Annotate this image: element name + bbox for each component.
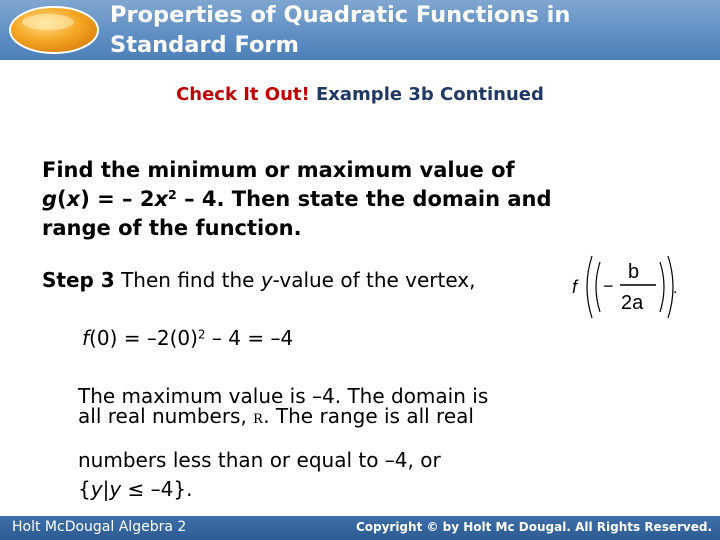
formula-right-paren-inner <box>660 262 664 312</box>
function-name: g <box>42 187 58 211</box>
function-var: x <box>66 187 81 211</box>
result-paragraph-1 <box>78 386 488 429</box>
example-label: Example 3b Continued <box>316 84 544 105</box>
calc-exponent: 2 <box>197 327 206 342</box>
result-line-3: numbers less than or equal to –4, or <box>78 448 441 472</box>
formula-period: . <box>673 280 678 297</box>
calc-text-b: – 4 = –4 <box>205 326 294 350</box>
check-it-out-label: Check It Out! <box>176 84 310 105</box>
problem-end: – 4. Then state the domain and <box>176 187 552 211</box>
title-line-2: Standard Form <box>110 32 299 58</box>
problem-statement <box>42 156 692 243</box>
result-line-1: The maximum value is –4. The domain is <box>78 384 489 408</box>
formula-left-paren-inner <box>596 262 600 312</box>
orange-oval-logo-icon <box>6 4 102 56</box>
calculation <box>82 326 293 350</box>
footer-book-title: Holt McDougal Algebra 2 <box>12 519 187 535</box>
footer-bar <box>0 516 720 540</box>
real-numbers-symbol: R <box>253 411 264 427</box>
vertex-formula <box>570 252 680 322</box>
problem-exponent: 2 <box>168 187 177 203</box>
result-paragraph-2 <box>78 446 441 504</box>
step-var: y <box>260 268 273 292</box>
title-line-1: Properties of Quadratic Functions in <box>110 2 571 28</box>
problem-x: x <box>154 187 168 211</box>
formula-numerator: b <box>628 261 640 283</box>
footer-copyright: Copyright © by Holt Mc Dougal. All Rights Reserved. <box>355 520 712 534</box>
header-bar <box>0 0 720 60</box>
formula-denominator: 2a <box>621 292 644 314</box>
result-line-2b: . The range is all real <box>263 404 474 428</box>
set-var-1: y <box>90 477 103 501</box>
set-var-2: y <box>109 477 122 501</box>
page-title <box>110 0 710 60</box>
result-line-4 <box>78 475 441 504</box>
calc-fn: f <box>82 326 90 350</box>
formula-left-paren-outer <box>587 256 592 318</box>
step-label: Step 3 <box>42 268 115 292</box>
step-text-a: Then find the <box>114 268 261 292</box>
result-line-2 <box>78 406 488 429</box>
formula-minus: − <box>603 276 614 296</box>
problem-line-3: range of the function. <box>42 216 302 240</box>
step-text-b: -value of the vertex, <box>272 268 476 292</box>
result-line-2a: all real numbers, <box>78 404 254 428</box>
calc-text-a: (0) = –2(0) <box>89 326 198 350</box>
problem-line-1: Find the minimum or maximum value of <box>42 158 515 182</box>
set-rest: ≤ –4}. <box>121 477 193 501</box>
set-open-brace: { <box>78 477 91 501</box>
set-bar: | <box>102 477 110 501</box>
formula-fn: f <box>572 277 578 297</box>
problem-line-2: g(x) = – $2x^2 - 4$. Then state the domain and <box>42 187 552 211</box>
step-3-text <box>42 268 476 292</box>
example-subtitle <box>0 84 720 105</box>
problem-mid: ) = – 2 <box>80 187 155 211</box>
